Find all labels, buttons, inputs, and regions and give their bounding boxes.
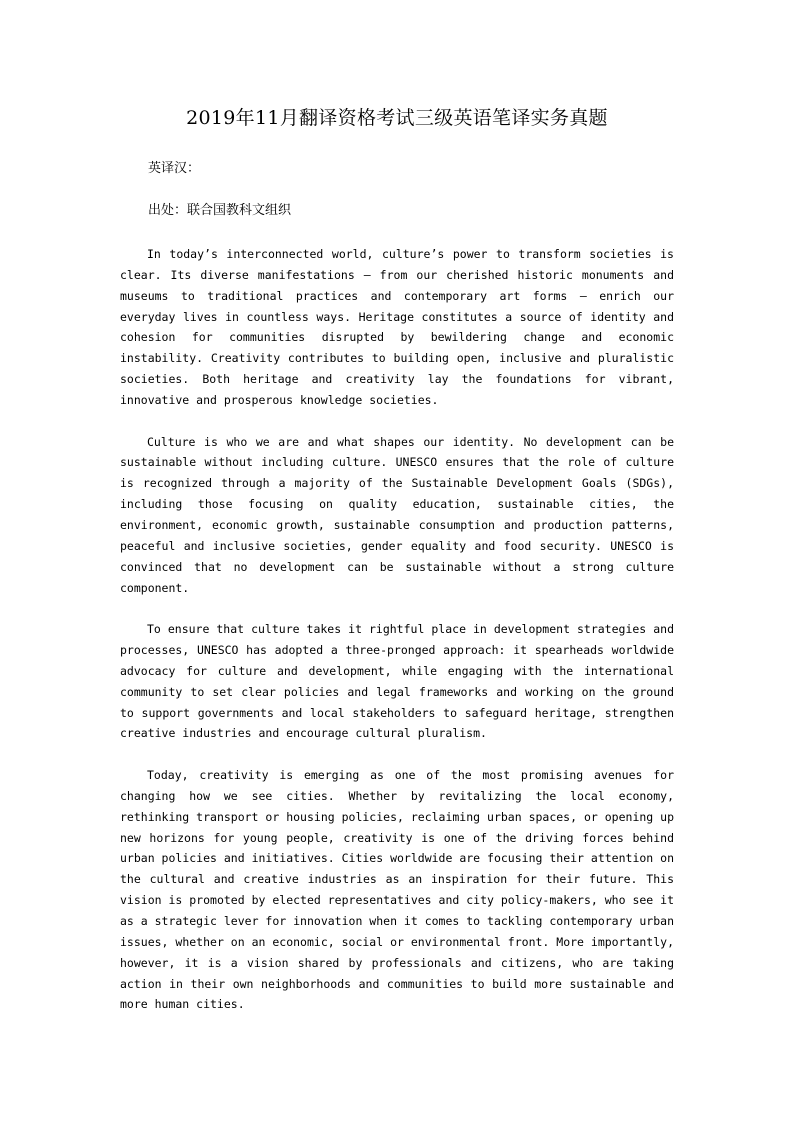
article-body <box>120 244 674 1036</box>
source-label: 出处：联合国教科文组织 <box>148 203 292 218</box>
translation-direction-label: 英译汉： <box>148 161 201 176</box>
paragraph: To ensure that culture takes it rightful place in development strategies and processes, UNESCO has adopted a three-pronged approach: it spearheads worldwide advocacy for culture and development, while engaging with the international community to set clear policies and legal frameworks and working on the ground to support governments and local stakeholders to safeguard heritage, strengthen creative industries and encourage cultural pluralism. <box>120 622 674 741</box>
page-title: 2019年11月翻译资格考试三级英语笔译实务真题 <box>186 107 608 129</box>
paragraph: Culture is who we are and what shapes our identity. No development can be sustainable without including culture. UNESCO ensures that the role of culture is recognized through a majority of the Sustainable Development Goals (SDGs), including those focusing on quality education, sustainable cities, the environment, economic growth, sustainable consumption and production patterns, peaceful and inclusive societies, gender equality and food security. UNESCO is convinced that no development can be sustainable without a strong culture component. <box>120 434 674 595</box>
paragraph: In today’s interconnected world, culture’s power to transform societies is clear. Its diverse manifestations – from our cherished historic monuments and museums to traditional practices and contemporary art forms – enrich our everyday lives in countless ways. Heritage constitutes a source of identity and cohesion for communities disrupted by bewildering change and economic instability. Creativity contributes to building open, inclusive and pluralistic societies. Both heritage and creativity lay the foundations for vibrant, innovative and prosperous knowledge societies. <box>120 247 674 407</box>
paragraph: Today, creativity is emerging as one of the most promising avenues for changing how we see cities. Whether by revitalizing the local economy, rethinking transport or housing policies, reclaiming urban spaces, or opening up new horizons for young people, creativity is one of the driving forces behind urban policies and initiatives. Cities worldwide are focusing their attention on the cultural and creative industries as an inspiration for their future. This vision is promoted by elected representatives and city policy-makers, who see it as a strategic lever for innovation when it comes to tackling contemporary urban issues, whether on an economic, social or environmental front. More importantly, however, it is a vision shared by professionals and citizens, who are taking action in their own neighborhoods and communities to build more sustainable and more human cities. <box>120 768 674 1012</box>
